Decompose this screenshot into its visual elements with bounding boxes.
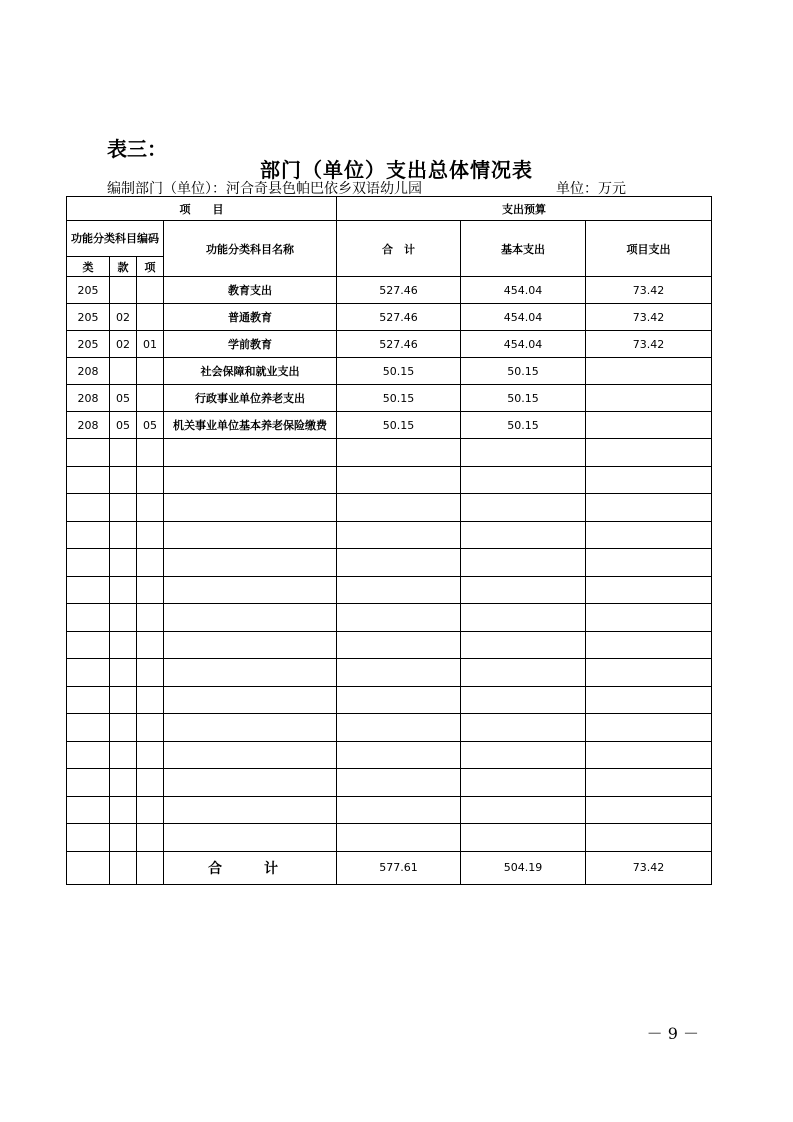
empty-row <box>67 714 712 742</box>
empty-cell <box>137 741 164 769</box>
empty-cell <box>461 549 586 577</box>
cell-basic: 50.15 <box>461 385 586 412</box>
empty-cell <box>137 576 164 604</box>
empty-cell <box>67 686 110 714</box>
cell-section <box>110 277 137 304</box>
empty-cell <box>461 604 586 632</box>
cell-total: 527.46 <box>337 331 461 358</box>
cell-name: 普通教育 <box>164 304 337 331</box>
header-budget: 支出预算 <box>337 197 712 221</box>
empty-cell <box>337 494 461 522</box>
empty-cell <box>461 439 586 467</box>
cell-basic: 50.15 <box>461 358 586 385</box>
empty-cell <box>461 741 586 769</box>
empty-cell <box>586 576 712 604</box>
empty-cell <box>164 439 337 467</box>
empty-cell <box>110 686 137 714</box>
table-label: 表三： <box>107 137 167 161</box>
empty-cell <box>461 494 586 522</box>
empty-cell <box>337 576 461 604</box>
header-project: 项目支出 <box>586 221 712 277</box>
cell-entry <box>137 277 164 304</box>
cell-entry: 01 <box>137 331 164 358</box>
empty-cell <box>137 714 164 742</box>
empty-cell <box>164 769 337 797</box>
cell-entry <box>137 358 164 385</box>
cell-class: 205 <box>67 277 110 304</box>
empty-row <box>67 659 712 687</box>
empty-cell <box>337 439 461 467</box>
empty-cell <box>137 769 164 797</box>
empty-row <box>67 466 712 494</box>
empty-row <box>67 686 712 714</box>
cell-total: 527.46 <box>337 277 461 304</box>
empty-cell <box>586 824 712 852</box>
empty-cell <box>461 659 586 687</box>
cell-total: 50.15 <box>337 358 461 385</box>
cell-name: 教育支出 <box>164 277 337 304</box>
cell-section: 02 <box>110 304 137 331</box>
empty-cell <box>586 494 712 522</box>
empty-cell <box>110 851 137 884</box>
total-total: 577.61 <box>337 851 461 884</box>
empty-cell <box>586 466 712 494</box>
empty-cell <box>337 796 461 824</box>
empty-cell <box>164 494 337 522</box>
empty-cell <box>110 741 137 769</box>
empty-cell <box>110 549 137 577</box>
table-row <box>67 304 712 331</box>
empty-cell <box>461 631 586 659</box>
empty-cell <box>137 796 164 824</box>
empty-cell <box>67 494 110 522</box>
empty-cell <box>164 741 337 769</box>
cell-entry: 05 <box>137 412 164 439</box>
empty-cell <box>337 659 461 687</box>
empty-cell <box>164 824 337 852</box>
header-section: 款 <box>110 257 137 277</box>
empty-cell <box>67 521 110 549</box>
empty-cell <box>164 686 337 714</box>
empty-cell <box>164 576 337 604</box>
empty-row <box>67 439 712 467</box>
empty-row <box>67 741 712 769</box>
empty-cell <box>164 796 337 824</box>
empty-cell <box>461 824 586 852</box>
empty-cell <box>110 466 137 494</box>
empty-cell <box>137 851 164 884</box>
header-basic: 基本支出 <box>461 221 586 277</box>
empty-cell <box>337 714 461 742</box>
empty-cell <box>137 604 164 632</box>
empty-row <box>67 576 712 604</box>
cell-class: 208 <box>67 385 110 412</box>
empty-cell <box>586 631 712 659</box>
empty-cell <box>337 631 461 659</box>
empty-cell <box>164 714 337 742</box>
cell-basic: 50.15 <box>461 412 586 439</box>
cell-section: 05 <box>110 412 137 439</box>
table-row <box>67 277 712 304</box>
empty-cell <box>461 714 586 742</box>
empty-cell <box>586 659 712 687</box>
empty-cell <box>586 521 712 549</box>
empty-cell <box>164 521 337 549</box>
header-class: 类 <box>67 257 110 277</box>
cell-project: 73.42 <box>586 304 712 331</box>
empty-cell <box>110 494 137 522</box>
header-entry: 项 <box>137 257 164 277</box>
empty-cell <box>586 796 712 824</box>
empty-cell <box>67 549 110 577</box>
cell-section: 02 <box>110 331 137 358</box>
cell-total: 527.46 <box>337 304 461 331</box>
empty-cell <box>110 659 137 687</box>
empty-cell <box>67 631 110 659</box>
empty-cell <box>67 576 110 604</box>
empty-cell <box>586 769 712 797</box>
empty-cell <box>461 521 586 549</box>
document-title: 部门（单位）支出总体情况表 <box>260 158 533 182</box>
empty-cell <box>110 576 137 604</box>
empty-cell <box>110 796 137 824</box>
empty-row <box>67 494 712 522</box>
total-basic: 504.19 <box>461 851 586 884</box>
cell-section <box>110 358 137 385</box>
empty-cell <box>164 549 337 577</box>
empty-cell <box>137 494 164 522</box>
header-name: 功能分类科目名称 <box>164 221 337 277</box>
cell-class: 205 <box>67 331 110 358</box>
cell-project <box>586 385 712 412</box>
empty-cell <box>337 686 461 714</box>
empty-cell <box>67 769 110 797</box>
empty-cell <box>110 714 137 742</box>
empty-cell <box>137 824 164 852</box>
cell-name: 行政事业单位养老支出 <box>164 385 337 412</box>
cell-class: 208 <box>67 412 110 439</box>
empty-cell <box>67 824 110 852</box>
empty-cell <box>110 439 137 467</box>
expenditure-table <box>66 196 712 885</box>
empty-cell <box>67 659 110 687</box>
empty-row <box>67 631 712 659</box>
cell-project <box>586 358 712 385</box>
table-row <box>67 385 712 412</box>
empty-cell <box>586 686 712 714</box>
empty-cell <box>337 769 461 797</box>
empty-cell <box>110 631 137 659</box>
empty-cell <box>461 686 586 714</box>
empty-row <box>67 521 712 549</box>
empty-cell <box>337 741 461 769</box>
empty-cell <box>461 796 586 824</box>
table-row <box>67 331 712 358</box>
empty-cell <box>164 466 337 494</box>
total-label: 合 计 <box>164 851 337 884</box>
empty-cell <box>337 466 461 494</box>
empty-row <box>67 769 712 797</box>
empty-cell <box>337 521 461 549</box>
empty-cell <box>337 604 461 632</box>
empty-cell <box>137 549 164 577</box>
header-code-group: 功能分类科目编码 <box>67 221 164 257</box>
empty-cell <box>164 631 337 659</box>
empty-cell <box>110 521 137 549</box>
cell-basic: 454.04 <box>461 331 586 358</box>
empty-cell <box>110 604 137 632</box>
empty-cell <box>337 549 461 577</box>
empty-cell <box>110 769 137 797</box>
cell-basic: 454.04 <box>461 304 586 331</box>
cell-entry <box>137 304 164 331</box>
empty-cell <box>586 549 712 577</box>
cell-basic: 454.04 <box>461 277 586 304</box>
cell-project: 73.42 <box>586 331 712 358</box>
empty-cell <box>461 466 586 494</box>
unit-label: 单位：万元 <box>556 181 626 197</box>
empty-cell <box>586 439 712 467</box>
empty-cell <box>137 521 164 549</box>
cell-total: 50.15 <box>337 385 461 412</box>
cell-name: 机关事业单位基本养老保险缴费 <box>164 412 337 439</box>
empty-row <box>67 604 712 632</box>
empty-cell <box>137 659 164 687</box>
header-item: 项 目 <box>67 197 337 221</box>
header-total: 合 计 <box>337 221 461 277</box>
cell-project: 73.42 <box>586 277 712 304</box>
cell-project <box>586 412 712 439</box>
empty-cell <box>164 659 337 687</box>
empty-cell <box>461 769 586 797</box>
total-row <box>67 851 712 884</box>
empty-cell <box>586 604 712 632</box>
cell-section: 05 <box>110 385 137 412</box>
empty-cell <box>137 439 164 467</box>
empty-cell <box>67 604 110 632</box>
empty-row <box>67 796 712 824</box>
empty-cell <box>67 466 110 494</box>
cell-total: 50.15 <box>337 412 461 439</box>
total-project: 73.42 <box>586 851 712 884</box>
cell-class: 208 <box>67 358 110 385</box>
empty-cell <box>586 714 712 742</box>
empty-cell <box>67 714 110 742</box>
cell-name: 社会保障和就业支出 <box>164 358 337 385</box>
empty-cell <box>110 824 137 852</box>
cell-name: 学前教育 <box>164 331 337 358</box>
empty-cell <box>137 466 164 494</box>
empty-cell <box>461 576 586 604</box>
empty-cell <box>164 604 337 632</box>
empty-cell <box>67 851 110 884</box>
empty-cell <box>137 631 164 659</box>
empty-cell <box>67 439 110 467</box>
empty-row <box>67 824 712 852</box>
table-row <box>67 412 712 439</box>
table-row <box>67 358 712 385</box>
empty-cell <box>67 796 110 824</box>
empty-cell <box>586 741 712 769</box>
cell-class: 205 <box>67 304 110 331</box>
empty-cell <box>67 741 110 769</box>
department-label: 编制部门（单位）：河合奇县色帕巴依乡双语幼儿园 <box>107 181 422 197</box>
empty-cell <box>137 686 164 714</box>
empty-cell <box>337 824 461 852</box>
cell-entry <box>137 385 164 412</box>
empty-row <box>67 549 712 577</box>
